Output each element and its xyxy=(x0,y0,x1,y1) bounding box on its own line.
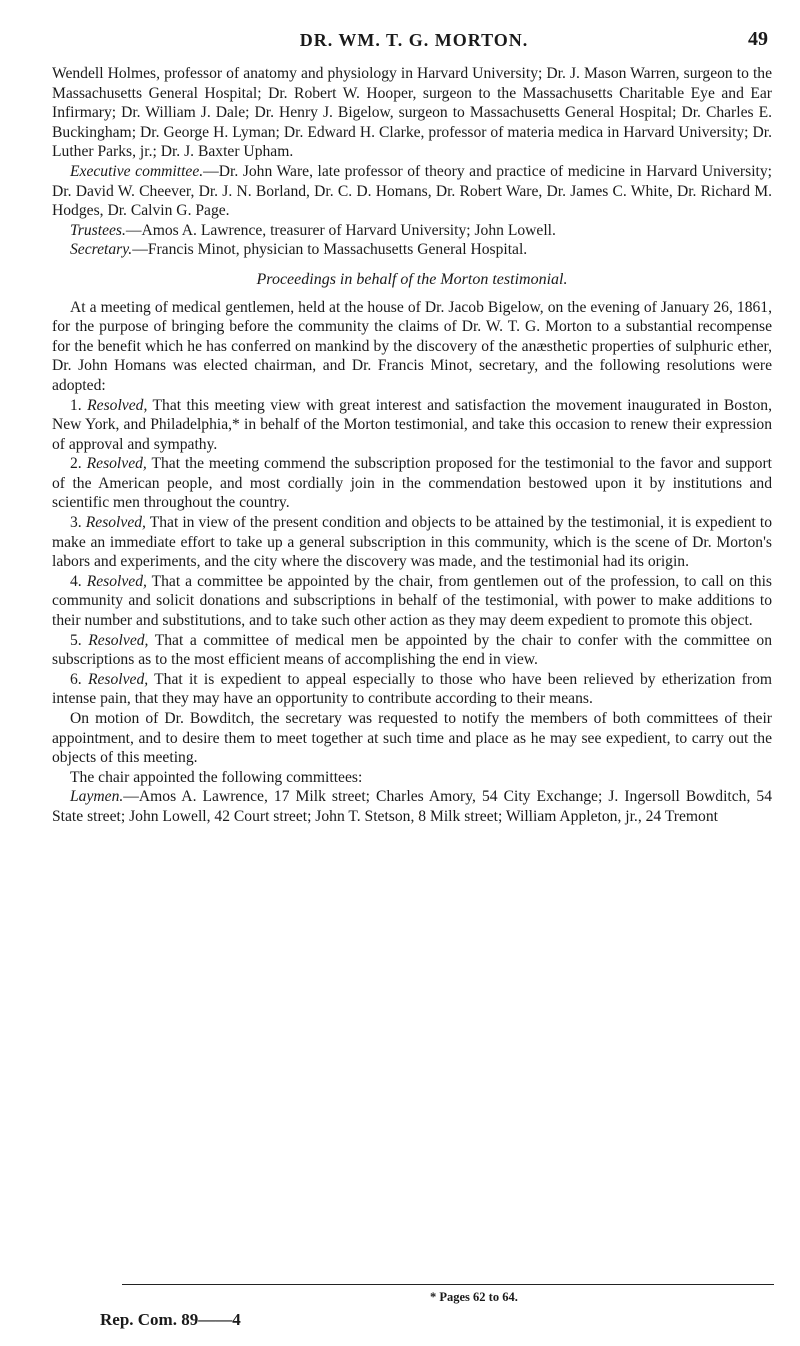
resolution-5-text: That a committee of medical men be appointed by the chair to confer with the committee on subscriptions as to the most efficient means of accomplishing the end in view. xyxy=(52,631,772,669)
resolution-4-label: Resolved, xyxy=(86,572,147,590)
resolution-3-number: 3. xyxy=(70,514,82,532)
trustees-label: Trustees. xyxy=(70,221,126,239)
appointed-text: The chair appointed the following committees: xyxy=(70,768,363,786)
body-text xyxy=(52,64,772,827)
signature-mark: Rep. Com. 89——4 xyxy=(100,1310,241,1329)
resolution-6 xyxy=(52,670,772,709)
resolution-4 xyxy=(52,572,772,631)
page-number: 49 xyxy=(748,28,768,50)
paragraph-executive-committee xyxy=(52,162,772,221)
secretary-label: Secretary. xyxy=(70,241,133,259)
resolution-2-label: Resolved, xyxy=(86,455,147,473)
resolution-6-text: That it is expedient to appeal especially to those who have been relieved by etherization from intense pain, that they may have an opportunity to contribute according to their means. xyxy=(52,670,772,708)
footnote-rule xyxy=(122,1284,774,1285)
paragraph-motion xyxy=(52,709,772,768)
intro-text: At a meeting of medical gentlemen, held at the house of Dr. Jacob Bigelow, on the evening of January 26, 1861, for the purpose of bringing before the community the claims of Dr. W. T. G. Morton to a substantial recompense for the benefit which he has conferred on mankind by the discovery of the anæsthetic properties of sulphuric ether, Dr. John Homans was elected chairman, and Dr. Francis Minot, secretary, and the following resolutions were adopted: xyxy=(52,298,772,394)
executive-committee-text: —Dr. John Ware, late professor of theory and practice of medicine in Harvard University; Dr. David W. Cheever, Dr. J. N. Borland, Dr. C. D. Homans, Dr. Robert Ware, Dr. James C. White, Dr. Richard M. Hodges, Dr. Calvin G. Page. xyxy=(52,162,772,220)
resolution-4-text: That a committee be appointed by the chair, from gentlemen out of the profession, to call on this community and solicit donations and subscriptions in behalf of the testimonial, with power to make additions to their number and substitutions, and to take such other action as they may deem expedient to promote this object. xyxy=(52,572,772,630)
trustees-text: —Amos A. Lawrence, treasurer of Harvard University; John Lowell. xyxy=(125,221,556,239)
resolution-6-number: 6. xyxy=(70,670,82,688)
section-heading: Proceedings in behalf of the Morton testimonial. xyxy=(256,270,568,288)
resolution-1-text: That this meeting view with great interest and satisfaction the movement inaugurated in Boston, New York, and Philadelphia,* in behalf of the Morton testimonial, and take this occasion to renew their expression of approval and sympathy. xyxy=(52,396,772,453)
paragraph-committee-list xyxy=(52,64,772,162)
resolution-2-text: That the meeting commend the subscription proposed for the testimonial to the favor and support of the American people, and most cordially join in the commendation bestowed upon it by institutions and scientific men throughout the country. xyxy=(52,455,772,512)
laymen-label: Laymen. xyxy=(70,788,124,806)
executive-committee-label: Executive committee. xyxy=(70,162,204,180)
resolution-3-text: That in view of the present condition and objects to be attained by the testimonial, it is expedient to make an immediate effort to take up a general subscription in this community, which is the scene of Dr. Morton's labors and experiments, and the city where the discovery was made, and the testimonial had its origin. xyxy=(52,514,772,571)
running-head xyxy=(60,30,768,54)
paragraph-appointed xyxy=(52,768,772,788)
running-title: DR. WM. T. G. MORTON. xyxy=(299,30,529,50)
committee-list-text: Wendell Holmes, professor of anatomy and physiology in Harvard University; Dr. J. Mason Warren, surgeon to the Massachusetts General Hospital; Dr. Robert W. Hooper, surgeon to the Massachusetts Charitable Eye and Ear Infirmary; Dr. William J. Dale; Dr. Henry J. Bigelow, surgeon to Massachusetts General Hospital; Dr. Charles E. Buckingham; Dr. George H. Lyman; Dr. Edward H. Clarke, professor of materia medica in Harvard University; Dr. Luther Parks, jr.; Dr. J. Baxter Upham. xyxy=(52,65,772,161)
motion-text: On motion of Dr. Bowditch, the secretary was requested to notify the members of both committees of their appointment, and to desire them to meet together at such time and place as he may see expedient, to carry out the objects of this meeting. xyxy=(52,710,772,767)
resolution-1-label: Resolved, xyxy=(87,396,148,414)
resolution-4-number: 4. xyxy=(70,572,82,590)
resolution-3 xyxy=(52,513,772,572)
resolution-1 xyxy=(52,396,772,455)
resolution-5-number: 5. xyxy=(70,631,82,649)
resolution-5-label: Resolved, xyxy=(88,631,149,649)
resolution-3-label: Resolved, xyxy=(85,514,146,532)
resolution-1-number: 1. xyxy=(70,396,82,414)
resolution-5 xyxy=(52,631,772,670)
laymen-text: —Amos A. Lawrence, 17 Milk street; Charles Amory, 54 City Exchange; J. Ingersoll Bowditch, 54 State street; John Lowell, 42 Court street; John T. Stetson, 8 Milk street; William Appleton, jr., 24 Tremont xyxy=(52,788,772,825)
paragraph-trustees xyxy=(52,221,772,241)
resolution-2-number: 2. xyxy=(70,455,82,473)
paragraph-secretary xyxy=(52,240,772,260)
paragraph-laymen xyxy=(52,787,772,826)
paragraph-intro xyxy=(52,298,772,396)
footnote: * Pages 62 to 64. xyxy=(430,1290,518,1304)
secretary-text: —Francis Minot, physician to Massachusetts General Hospital. xyxy=(132,241,528,259)
resolution-6-label: Resolved, xyxy=(87,670,149,688)
resolution-2 xyxy=(52,454,772,513)
